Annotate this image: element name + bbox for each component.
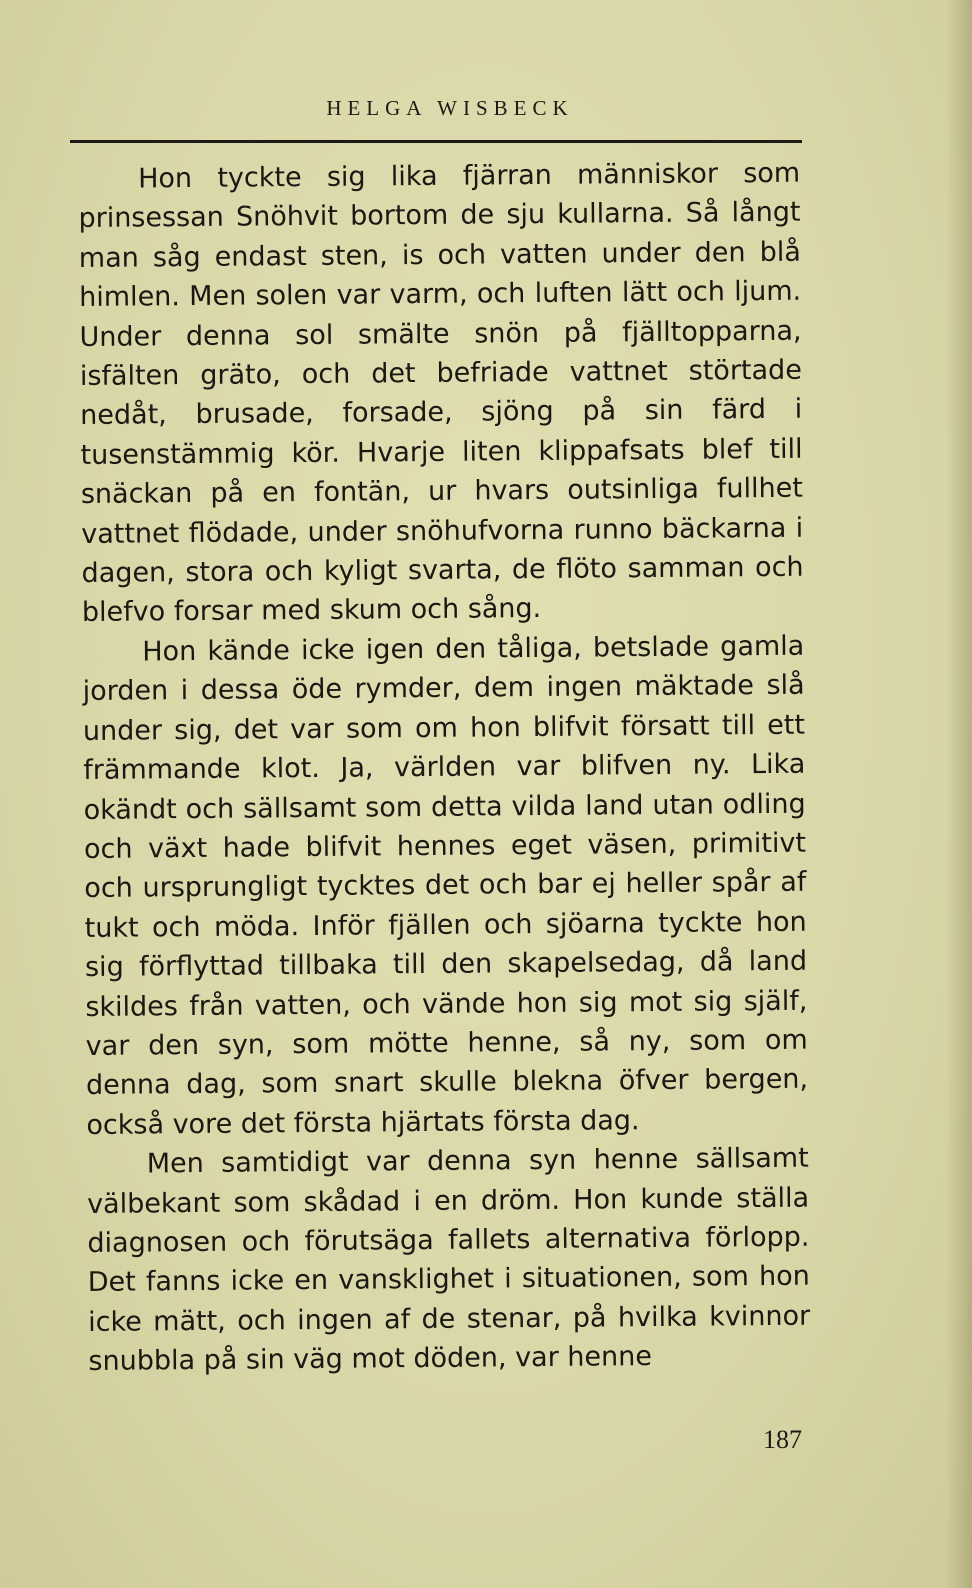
header-rule — [70, 140, 802, 143]
body-text — [78, 154, 811, 1382]
paragraph: Men samtidigt var denna syn henne sällsamt välbekant som skådad i en dröm. Hon kunde ställa diagnosen och förutsäga fallets alternativa förlopp. Det fanns icke en vansklighet i situationen, som hon icke mätt, och ingen af de stenar, på hvilka kvinnor snubbla på sin väg mot döden, var henne — [86, 1142, 811, 1378]
page-edge-shadow — [946, 0, 972, 1588]
paragraph: Hon kände icke igen den tåliga, betslade gamla jorden i dessa öde rymder, dem ingen mäktade slå under sig, det var som om hon blifvit försatt till ett främmande klot. Ja, världen var blifven ny. Lika okändt och sällsamt som detta vilda land utan odling och växt hade blifvit hennes eget väsen, primitivt och ursprungligt tycktes det och bar ej heller spår af tukt och möda. Inför fjällen och sjöarna tyckte hon sig förflyttad tillbaka till den skapelsedag, då land skildes från vatten, och vände hon sig mot sig själf, var den syn, som mötte henne, så ny, som om denna dag, som snart skulle blekna öfver bergen, också vore det första hjärtats första dag. — [82, 630, 809, 1141]
page-number: 187 — [763, 1425, 802, 1454]
paragraph: Hon tyckte sig lika fjärran människor som prinsessan Snöhvit bortom de sju kullarna. Så långt man såg endast sten, is och vatten under den blå himlen. Men solen var varm, och luften lätt och ljum. Under denna sol smälte snön på fjälltopparna, isfälten gräto, och det befriade vattnet störtade nedåt, brusade, forsade, sjöng på sin färd i tusenstämmig kör. Hvarje liten klippafsats blef till snäckan på en fontän, ur hvars outsinliga fullhet vattnet flödade, under snöhufvorna runno bäckarna i dagen, stora och kyligt svarta, de flöto samman och blefvo forsar med skum och sång. — [78, 157, 804, 629]
running-head: HELGA WISBECK — [326, 96, 574, 120]
